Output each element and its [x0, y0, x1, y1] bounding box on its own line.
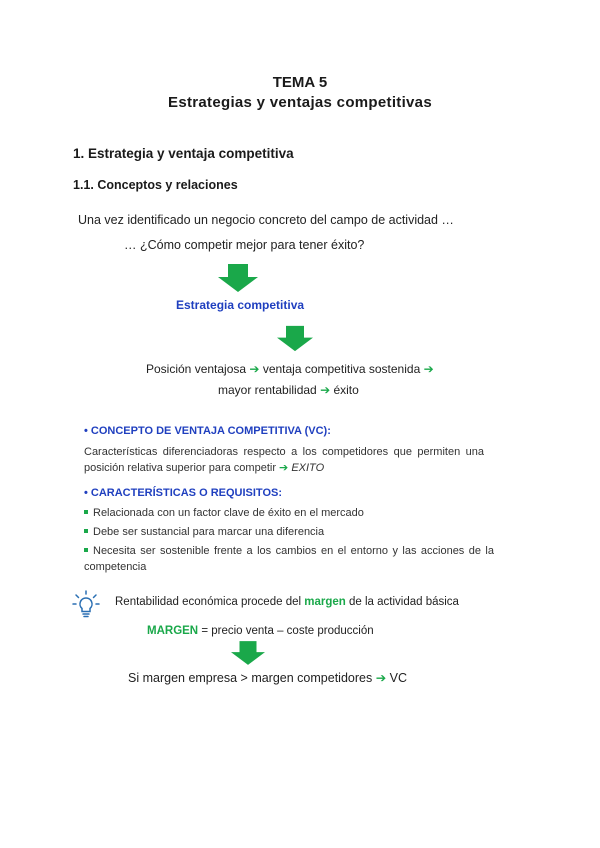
concept-text	[84, 444, 484, 476]
question-text: … ¿Cómo competir mejor para tener éxito?	[124, 238, 365, 252]
right-arrow-icon: ➔	[423, 362, 434, 376]
right-arrow-icon: ➔	[375, 671, 387, 685]
chain-step: éxito	[333, 383, 359, 397]
chain-line-2	[218, 383, 359, 397]
margin-note: Rentabilidad económica procede del margen de la actividad básica	[115, 596, 459, 608]
page-subtitle: Estrategias y ventajas competitivas	[168, 94, 432, 111]
subsection-heading: 1.1. Conceptos y relaciones	[73, 178, 238, 192]
section-heading: 1. Estrategia y ventaja competitiva	[73, 146, 294, 161]
margin-formula: MARGEN = precio venta – coste producción	[147, 625, 374, 637]
margin-label: MARGEN	[147, 625, 199, 637]
list-item: Necesita ser sostenible frente a los cambios en el entorno y las acciones de la competencia	[84, 545, 494, 573]
chain-step: Posición ventajosa	[146, 362, 247, 376]
down-arrow-icon	[218, 264, 258, 292]
right-arrow-icon: ➔	[249, 362, 260, 376]
list-item: Relacionada con un factor clave de éxito en el mercado	[84, 505, 494, 521]
intro-text: Una vez identificado un negocio concreto del campo de actividad …	[78, 213, 454, 227]
down-arrow-icon	[277, 325, 313, 352]
chain-step: ventaja competitiva sostenida	[262, 362, 421, 376]
margin-conclusion: Si margen empresa > margen competidores ➔ VC	[128, 671, 408, 685]
characteristics-list	[84, 505, 494, 575]
concept-title: • CONCEPTO DE VENTAJA COMPETITIVA (VC):	[84, 425, 331, 437]
concept-body: Características diferenciadoras respecto a los competidores que permiten una posición relativa superior para competir	[84, 446, 484, 474]
margin-keyword: margen	[304, 596, 346, 608]
strategy-label: Estrategia competitiva	[176, 298, 305, 312]
page-title: TEMA 5	[272, 74, 328, 91]
chain-step: mayor rentabilidad	[218, 383, 317, 397]
right-arrow-icon: ➔	[320, 383, 331, 397]
concept-result: EXITO	[291, 462, 325, 474]
down-arrow-icon	[231, 641, 265, 665]
list-item: Debe ser sustancial para marcar una diferencia	[84, 524, 494, 540]
lightbulb-icon	[72, 590, 100, 620]
right-arrow-icon: ➔	[279, 462, 289, 474]
chain-line-1	[146, 362, 434, 376]
characteristics-title: • CARACTERÍSTICAS O REQUISITOS:	[84, 487, 282, 499]
